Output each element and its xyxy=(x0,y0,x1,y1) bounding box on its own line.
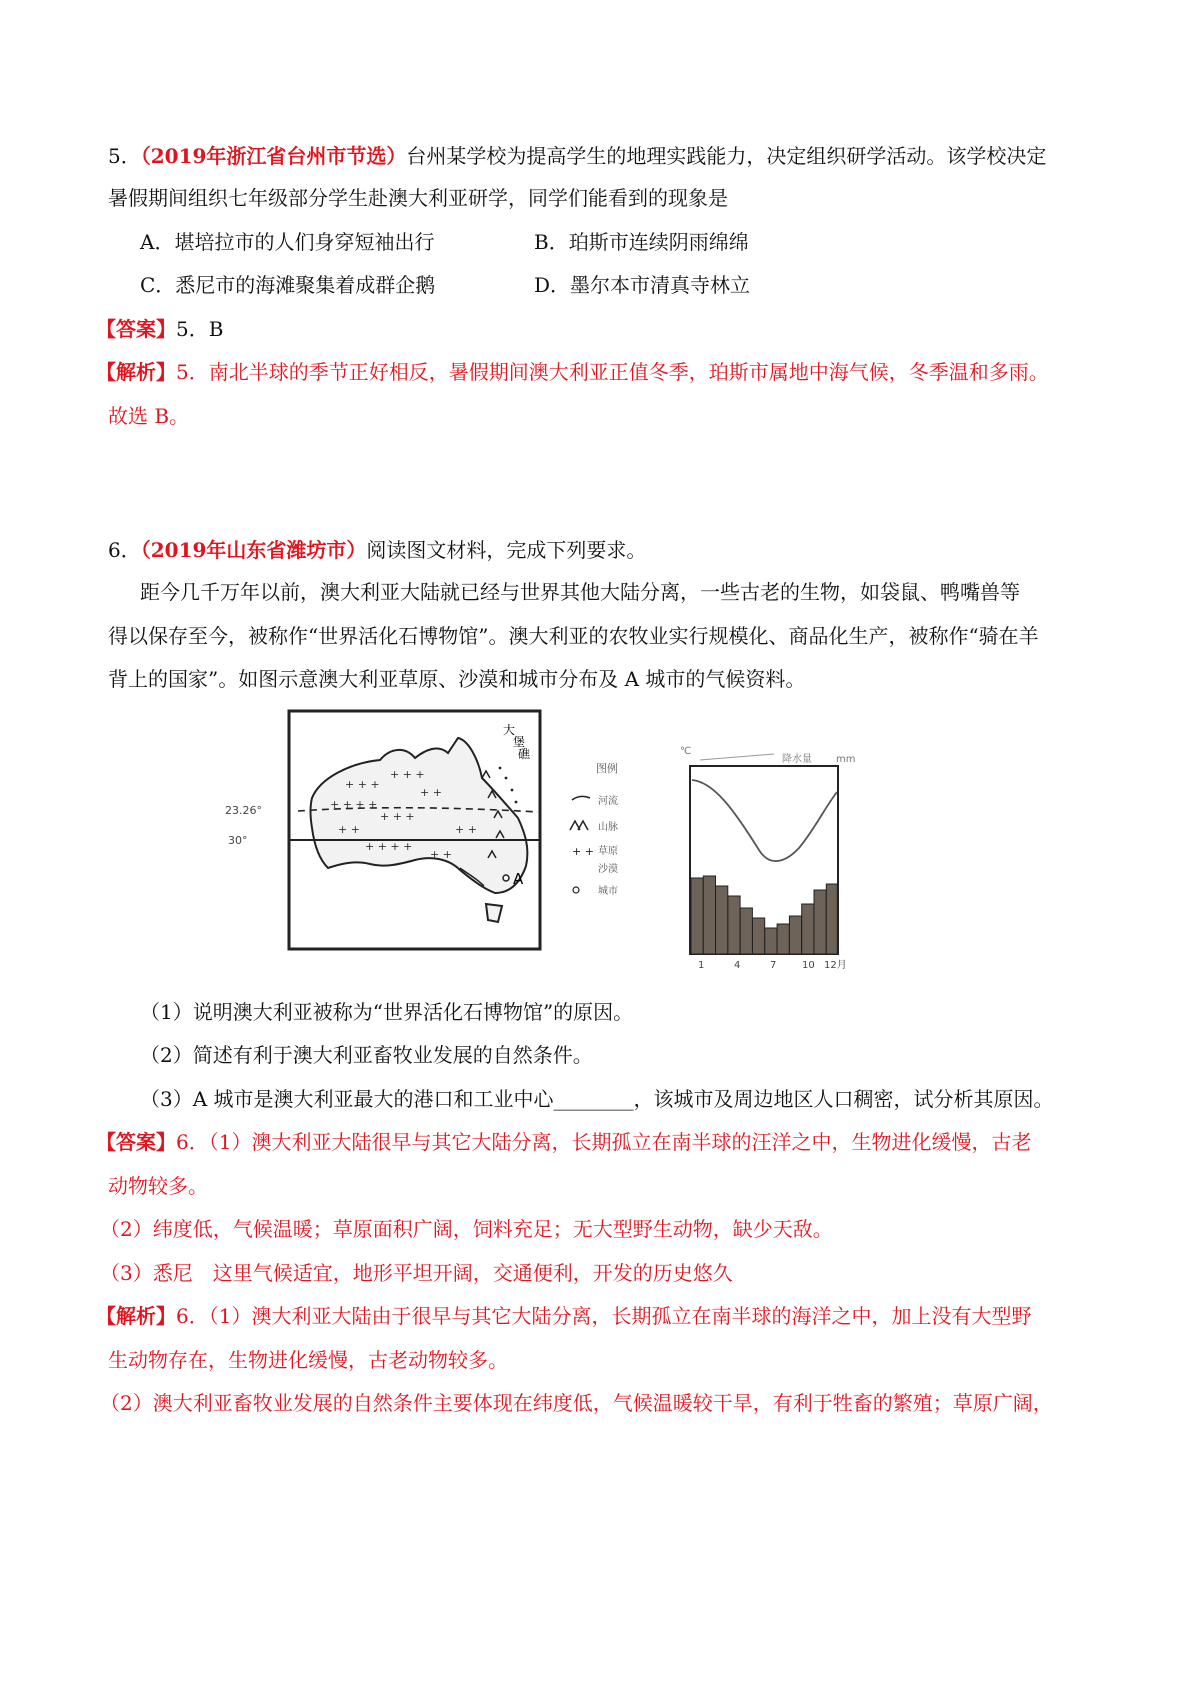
q6-number: 6． xyxy=(108,538,141,562)
map-legend xyxy=(568,758,648,902)
climate-top-mark xyxy=(700,754,774,760)
legend-mountain-label: 山脉 xyxy=(598,822,618,833)
climate-temp-unit: ℃ xyxy=(680,746,692,757)
legend-river-label: 河流 xyxy=(598,796,618,807)
q5-analysis-tag: 【解析】 xyxy=(96,360,176,384)
q6-answer-part2: （2）纬度低，气候温暖；草原面积广阔，饲料充足；无大型野生动物，缺少天敌。 xyxy=(100,1217,833,1241)
month-label-10: 10 xyxy=(802,960,815,971)
svg-text:+ + + +: + + + + xyxy=(330,798,378,811)
city-a-marker xyxy=(503,875,509,881)
legend-desert-label: 沙漠 xyxy=(598,864,618,875)
climate-legend-label: 降水量 xyxy=(782,754,812,765)
q6-analysis-line1 xyxy=(96,1302,1031,1330)
q6-subquestion-2: （2）简述有利于澳大利亚畜牧业发展的自然条件。 xyxy=(140,1043,593,1067)
reef-label-3: 礁 xyxy=(518,747,531,761)
q6-stem-text: 阅读图文材料，完成下列要求。 xyxy=(366,538,647,562)
q5-stem-line2: 暑假期间组织七年级部分学生赴澳大利亚研学，同学们能看到的现象是 xyxy=(108,186,728,210)
q6-answer-line1 xyxy=(96,1128,1031,1156)
q6-answer-part3: （3）悉尼 这里气候适宜，地形平坦开阔，交通便利，开发的历史悠久 xyxy=(100,1261,733,1285)
svg-text:+ + +: + + + xyxy=(345,778,380,791)
tasmania-outline xyxy=(486,904,502,922)
lat-label-2: 30° xyxy=(228,834,248,847)
svg-text:+ +: + + xyxy=(338,823,360,836)
q6-analysis-text1: 6．（1）澳大利亚大陆由于很早与其它大陆分离，长期孤立在南半球的海洋之中，加上没有大型野 xyxy=(176,1304,1032,1328)
legend-river-icon xyxy=(572,796,590,800)
legend-city-icon xyxy=(573,887,579,893)
q5-number: 5． xyxy=(108,144,141,168)
q5-answer-tag: 【答案】 xyxy=(96,317,176,341)
q5-option-d: D．墨尔本市清真寺林立 xyxy=(534,273,751,297)
q6-source: （2019年山东省潍坊市） xyxy=(140,538,367,562)
legend-city-label: 城市 xyxy=(598,886,618,897)
city-a-label: A xyxy=(513,870,524,888)
q6-analysis-tag: 【解析】 xyxy=(96,1304,176,1328)
precipitation-bars xyxy=(691,876,837,954)
q5-analysis-text1: 5．南北半球的季节正好相反，暑假期间澳大利亚正值冬季，珀斯市属地中海气候，冬季温和多雨。 xyxy=(176,360,1049,384)
svg-text:+ +: + + xyxy=(420,786,442,799)
temperature-curve xyxy=(692,780,837,861)
svg-text:+ +: + + xyxy=(430,848,452,861)
q5-answer xyxy=(96,315,223,343)
q6-subquestion-3: （3）A 城市是澳大利亚最大的港口和工业中心________，该城市及周边地区人口稠密，试分析其原因。 xyxy=(140,1087,1054,1111)
q6-subquestion-1: （1）说明澳大利亚被称为“世界活化石博物馆”的原因。 xyxy=(140,1000,634,1024)
legend-grass-label: 草原 xyxy=(598,846,618,857)
climate-chart xyxy=(674,740,864,972)
q6-answer-tag: 【答案】 xyxy=(96,1130,176,1154)
q5-source: （2019年浙江省台州市节选） xyxy=(140,144,407,168)
legend-mountain-icon xyxy=(570,821,588,830)
lat-label-1: 23.26° xyxy=(225,804,262,817)
svg-text:+ + +: + + + xyxy=(390,768,425,781)
climate-precip-unit: mm xyxy=(836,754,856,765)
reef-label-2: 堡 xyxy=(513,735,526,749)
month-label-12: 12月 xyxy=(824,960,847,971)
month-label-1: 1 xyxy=(698,960,705,971)
q5-analysis-line1 xyxy=(96,358,1049,386)
q6-answer-line2: 动物较多。 xyxy=(108,1174,208,1198)
q5-option-c: C．悉尼市的海滩聚集着成群企鹅 xyxy=(140,273,436,297)
legend-title: 图例 xyxy=(596,762,618,775)
q5-option-b: B．珀斯市连续阴雨绵绵 xyxy=(534,230,749,254)
q5-stem-line1 xyxy=(108,142,1046,170)
svg-text:+ + +: + + + xyxy=(380,810,415,823)
q6-answer-text1: 6．（1）澳大利亚大陆很早与其它大陆分离，长期孤立在南半球的汪洋之中，生物进化缓慢，古老 xyxy=(176,1130,1032,1154)
legend-grass-icon: + + xyxy=(572,845,594,858)
q6-analysis-line3: （2）澳大利亚畜牧业发展的自然条件主要体现在纬度低，气候温暖较干旱，有利于牲畜的繁殖；草原广阔， xyxy=(100,1391,1053,1415)
svg-text:+ + + +: + + + + xyxy=(365,840,413,853)
q6-material-line3: 背上的国家”。如图示意澳大利亚草原、沙漠和城市分布及 A 城市的气候资料。 xyxy=(108,667,806,691)
reef-label-1: 大 xyxy=(503,723,516,737)
q6-material-line2: 得以保存至今，被称作“世界活化石博物馆”。澳大利亚的农牧业实行规模化、商品化生产，被称作“骑在羊 xyxy=(108,624,1039,648)
q6-material-line1: 距今几千万年以前，澳大利亚大陆就已经与世界其他大陆分离，一些古老的生物，如袋鼠、鸭嘴兽等 xyxy=(140,580,1020,604)
q5-stem-text1: 台州某学校为提高学生的地理实践能力，决定组织研学活动。该学校决定 xyxy=(406,144,1047,168)
svg-text:+ +: + + xyxy=(455,823,477,836)
q5-analysis-line2: 故选 B。 xyxy=(108,404,190,428)
q5-answer-text: 5．B xyxy=(176,317,224,341)
q6-stem xyxy=(108,536,646,564)
australia-map-figure xyxy=(220,708,560,956)
q6-analysis-line2: 生动物存在，生物进化缓慢，古老动物较多。 xyxy=(108,1348,508,1372)
month-label-4: 4 xyxy=(734,960,741,971)
month-label-7: 7 xyxy=(770,960,777,971)
q5-option-a: A．堪培拉市的人们身穿短袖出行 xyxy=(140,230,435,254)
